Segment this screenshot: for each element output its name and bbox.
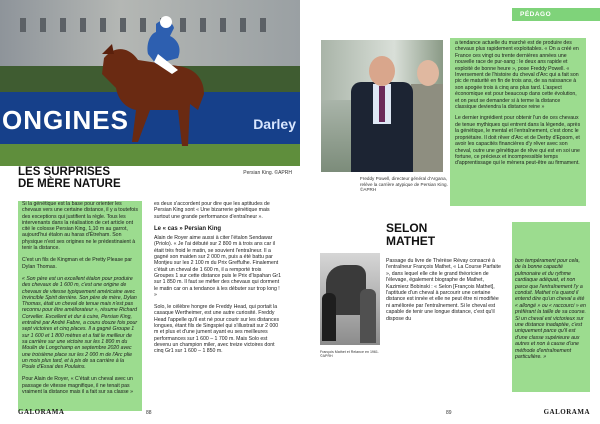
- page-number: 89: [446, 410, 452, 416]
- paragraph: Si la génétique est la base pour orienter les chevaux vers une certaine distance, il y a toutefois des exceptions qui justifient la règle. Tous les intervenants dans la réalisation de cet article ont cité le colosse Persian King, 1,10 m au garrot, aujourd'hui étalon au haras d'Étreham. Son physique n'est ses origines ne le prédestinaient à tenir la distance.: [22, 201, 138, 252]
- photo-caption: Freddy Powell, directeur général d'Argana, relève la carrière atypique de Persian King. ©APRH: [360, 176, 448, 192]
- left-column-1: [18, 201, 142, 411]
- paragraph: Le dernier ingrédient pour obtenir l'un de ces chevaux de tenue mythiques qui entrent dans la légende, après la génétique, le mental et l'entraînement, c'est donc le propriétaire. Il doit rêver d'Arc et de Derby d'Epsom, et avoir les capacités financières d'y rêver avec son cheval, outre une génétique de rêve qui est en soi une fortune, ce précieux et incompressible temps d'apprentissage qui le mènera peut-être au firmament.: [455, 115, 581, 167]
- paragraph: C'est un fils de Kingman et de Pretty Please par Dylan Thomas.: [22, 257, 132, 270]
- title-line-2: DE MÈRE NATURE: [18, 178, 121, 190]
- racehorse-photo: [0, 0, 300, 166]
- banner-text: ONGINES: [2, 105, 129, 135]
- section-heading: Le « cas » Persian King: [154, 225, 222, 232]
- paragraph: Passage du livre de Thérèse Révay consacré à l'entraîneur François Mathet, « La Course Parfaite », dans lequel elle cite le grand théoricien de l'élevage, également biographe de Mathet, Kazimierz Bobinski : « Selon [François Mathet], l'aptitude d'un cheval à parcourir une certaine distance est innée et elle ne peut être ni modifiée ni améliorée par l'entraînement. Si le cheval est capable de tenir une longue distance, c'est qu'il dispose du: [386, 258, 501, 322]
- banner-text-right: Darley: [253, 116, 296, 132]
- section-tag: PÉDAGO: [512, 8, 600, 21]
- right-page: [300, 0, 600, 424]
- archive-photo: [320, 253, 380, 345]
- quote-column: [386, 258, 504, 388]
- box-title: [386, 222, 435, 247]
- magazine-logo: GALORAMA: [18, 408, 65, 416]
- title-line-1: LES SURPRISES: [18, 166, 111, 178]
- paragraph: es deux s'accordent pour dire que les aptitudes de Persian King sont « Une bizarrerie génétique mais surtout une grande performance d'entraîneur ».: [154, 201, 270, 220]
- right-column-green: [450, 38, 586, 206]
- page-number: 88: [146, 410, 152, 416]
- portrait-photo: [321, 40, 443, 172]
- title-line-2: MATHET: [386, 233, 436, 248]
- quote-column-green: [512, 222, 590, 392]
- paragraph: Alain de Royer aime aussi à citer l'étalon Sendawar (Priolo). « Je l'ai débuté sur 2 800 m à trois ans car il était très froid le matin, se souvient l'entraîneur. Il a gagné son maiden sur 2 000 m, puis a été battu par Montjeu sur les 2 100 m du Prix Greffulhe. Finalement c'était un cheval de 1 600 m, il a remporté trois Groupes 1 sur cette distance puis le Prix d'Ispahan Gr1 sur 1 850 m. Il faut se méfier des chevaux qui dorment le matin car on a tendance à les débuter sur trop long ! »: [154, 235, 281, 298]
- paragraph: a tendance actuelle du marché est de produire des chevaux plus rapidement exploitables. « On a créé en France ces vingt ou trente dernières années une nouvelle race de pur-sang : le deux ans rapide et exploité de bonne heure », pose Freddy Powell. « Inversement de l'histoire du cheval d'Arc qui a fait son pic de maturité en fin de trois ans, de sa naissance à son apogée trois à cinq ans plus tard. L'aspect économique est pour beaucoup dans cette évolution, et on peut se demander si à terme la distance classique deviendra la distance reine »: [455, 40, 579, 111]
- paragraph: « Son père est un excellent étalon pour produire des chevaux de 1 600 m, c'est une origine de chevaux de vitesse typiquement américaine avec Invincible Spirit derrière. Son père de mère, Dylan Thomas, était un cheval de tenue mais n'est pas reconnu pour être améliorateur », résume Richard Corveller. Excellent et dur à cuire, Persian King, entraîné par André Fabre, a couru douze fois pour sept victoires et cinq places. Il a gagné Groupe 1 sur 1 600 et 1 800 mètres et a fait le meilleur de sa carrière sur une victoire sur les 1 800 m du Moulin de Longchamp en septembre 2020 avec une troisième place sur les 2 000 m de l'Arc plie un mois plus tard, et à pis de sa carrière à la Poule d'Essai des Poulains.: [22, 275, 138, 371]
- left-column-2: [154, 201, 282, 411]
- photo-caption: Persian King. ©APRH: [243, 170, 292, 176]
- article-title: [18, 166, 188, 190]
- horse-and-jockey-illustration: [86, 14, 216, 154]
- paragraph: bon tempérament pour cela, de la bonne capacité pulmonaire et du rythme cardiaque adéquat, et non parce que l'entraînement l'y a conduit. Mathet n'a quand il entend dire qu'un cheval a été « allongé » ou « raccourci » en préférant la taille de sa course. Si un cheval est victorieux sur une distance inadaptée, c'est uniquement parce qu'il est d'une classe supérieure aux autres et non à cause d'une méthode d'entraînement particulière. »: [515, 258, 586, 361]
- photo-caption: François Mathet et Relance en 1961. ©APRH: [320, 350, 379, 359]
- paragraph: Solo, le célèbre hongre de Freddy Head, qui portait la casaque Wertheimer, est une autre curiosité. Freddy Head l'appelle qu'il est né pour courir sur les distances longues, étant fils de Singspiel qui s'illustrait sur 2 000 m et plus et d'une jument ayant eu ses meilleures performances sur 1 600 – 1 700 m. Mais Solo est devenu un champion miler, avec treize victoires dont cinq Gr1 sur 1 600 – 1 850 m.: [154, 304, 280, 355]
- paragraph: Pour Alain de Royer, « C'était un cheval avec un passage de vitesse magnifique, il ne tenait pas vraiment la distance mais il a fait sur sa classe »: [22, 376, 133, 396]
- magazine-logo: GALORAMA: [543, 408, 590, 416]
- title-line-1: SELON: [386, 221, 428, 235]
